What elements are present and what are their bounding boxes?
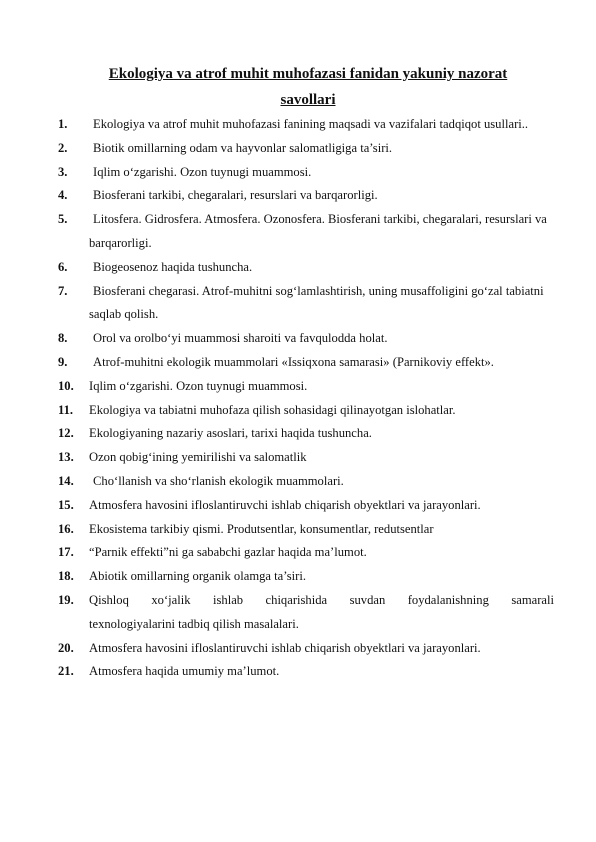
list-item [58,660,554,684]
item-number: 19. [58,592,74,607]
item-text: Litosfera. Gidrosfera. Atmosfera. Ozonosfera. Biosferani tarkibi, chegaralari, resurslari va barqarorligi. [89,212,547,250]
item-text: Biosferani tarkibi, chegaralari, resurslari va barqarorligi. [93,188,378,203]
list-item [58,422,554,446]
item-text: Abiotik omillarning organik olamga ta’siri. [89,569,306,584]
list-item [58,518,554,542]
item-text: Orol va orolbo‘yi muammosi sharoiti va favqulodda holat. [93,331,388,346]
list-item [58,137,554,161]
list-item [58,184,554,208]
item-text: Atmosfera havosini ifloslantiruvchi ishlab chiqarish obyektlari va jarayonlari. [89,497,481,512]
list-item [58,470,554,494]
item-number: 16. [58,521,74,536]
list-item [58,351,554,375]
document-title-line-1: Ekologiya va atrof muhit muhofazasi fanidan yakuniy nazorat [108,66,508,82]
item-text: Ekosistema tarkibiy qismi. Produtsentlar, konsumentlar, redutsentlar [89,521,434,536]
list-item [58,565,554,589]
item-text: Biogeosenoz haqida tushuncha. [93,259,253,274]
item-text: Iqlim o‘zgarishi. Ozon tuynugi muammosi. [93,164,312,179]
item-text: Iqlim o‘zgarishi. Ozon tuynugi muammosi. [89,378,308,393]
item-number: 8. [58,331,68,346]
item-text: Cho‘llanish va sho‘rlanish ekologik muammolari. [93,473,344,488]
list-item [58,256,554,280]
list-item [58,446,554,470]
item-text: Atmosfera havosini ifloslantiruvchi ishlab chiqarish obyektlari va jarayonlari. [89,640,481,655]
item-number: 14. [58,473,74,488]
questions-list [58,113,554,684]
item-text: Ekologiya va atrof muhit muhofazasi fanining maqsadi va vazifalari tadqiqot usullari.. [93,117,529,131]
list-item [58,375,554,399]
list-item [58,327,554,351]
item-text: Atrof-muhitni ekologik muammolari «Issiqxona samarasi» (Parnikoviy effekt». [93,354,494,369]
item-text: Biotik omillarning odam va hayvonlar salomatligiga ta’siri. [93,140,393,155]
list-item [58,113,554,137]
item-text: Ekologiya va tabiatni muhofaza qilish sohasidagi qilinayotgan islohatlar. [89,402,456,417]
list-item [58,589,554,637]
list-item [58,399,554,423]
item-number: 15. [58,497,74,512]
item-number: 5. [58,212,68,227]
item-text: Atmosfera haqida umumiy ma’lumot. [89,664,280,679]
item-text: Biosferani chegarasi. Atrof-muhitni sog‘lamlashtirish, uning musaffoligini go‘zal tabiatni saqlab qolish. [89,283,544,322]
item-number: 18. [58,569,74,584]
item-number: 21. [58,664,74,679]
item-number: 20. [58,640,74,655]
item-number: 9. [58,354,68,369]
item-number: 10. [58,378,74,393]
list-item [58,280,554,328]
item-text: Ozon qobig‘ining yemirilishi va salomatlik [89,450,307,465]
list-item [58,637,554,661]
item-number: 3. [58,164,68,179]
item-number: 17. [58,545,74,560]
document-title-line-2: savollari [280,92,336,108]
item-text-line-1: Qishloq xo‘jalik ishlab chiqarishida suvdan foydalanishning samarali [89,592,554,607]
item-number: 12. [58,426,74,441]
item-number: 11. [58,402,74,417]
list-item [58,161,554,185]
list-item [58,494,554,518]
item-number: 4. [58,188,68,203]
item-number: 2. [58,140,68,155]
list-item [58,541,554,565]
item-text-line-2: texnologiyalarini tadbiq qilish masalalari. [89,616,299,631]
item-number: 1. [58,117,68,131]
item-number: 7. [58,283,68,298]
item-text: Ekologiyaning nazariy asoslari, tarixi haqida tushuncha. [89,426,372,441]
item-number: 13. [58,450,74,465]
item-number: 6. [58,259,68,274]
list-item [58,208,554,256]
item-text [89,589,554,637]
item-text: “Parnik effekti”ni ga sababchi gazlar haqida ma’lumot. [89,545,367,560]
